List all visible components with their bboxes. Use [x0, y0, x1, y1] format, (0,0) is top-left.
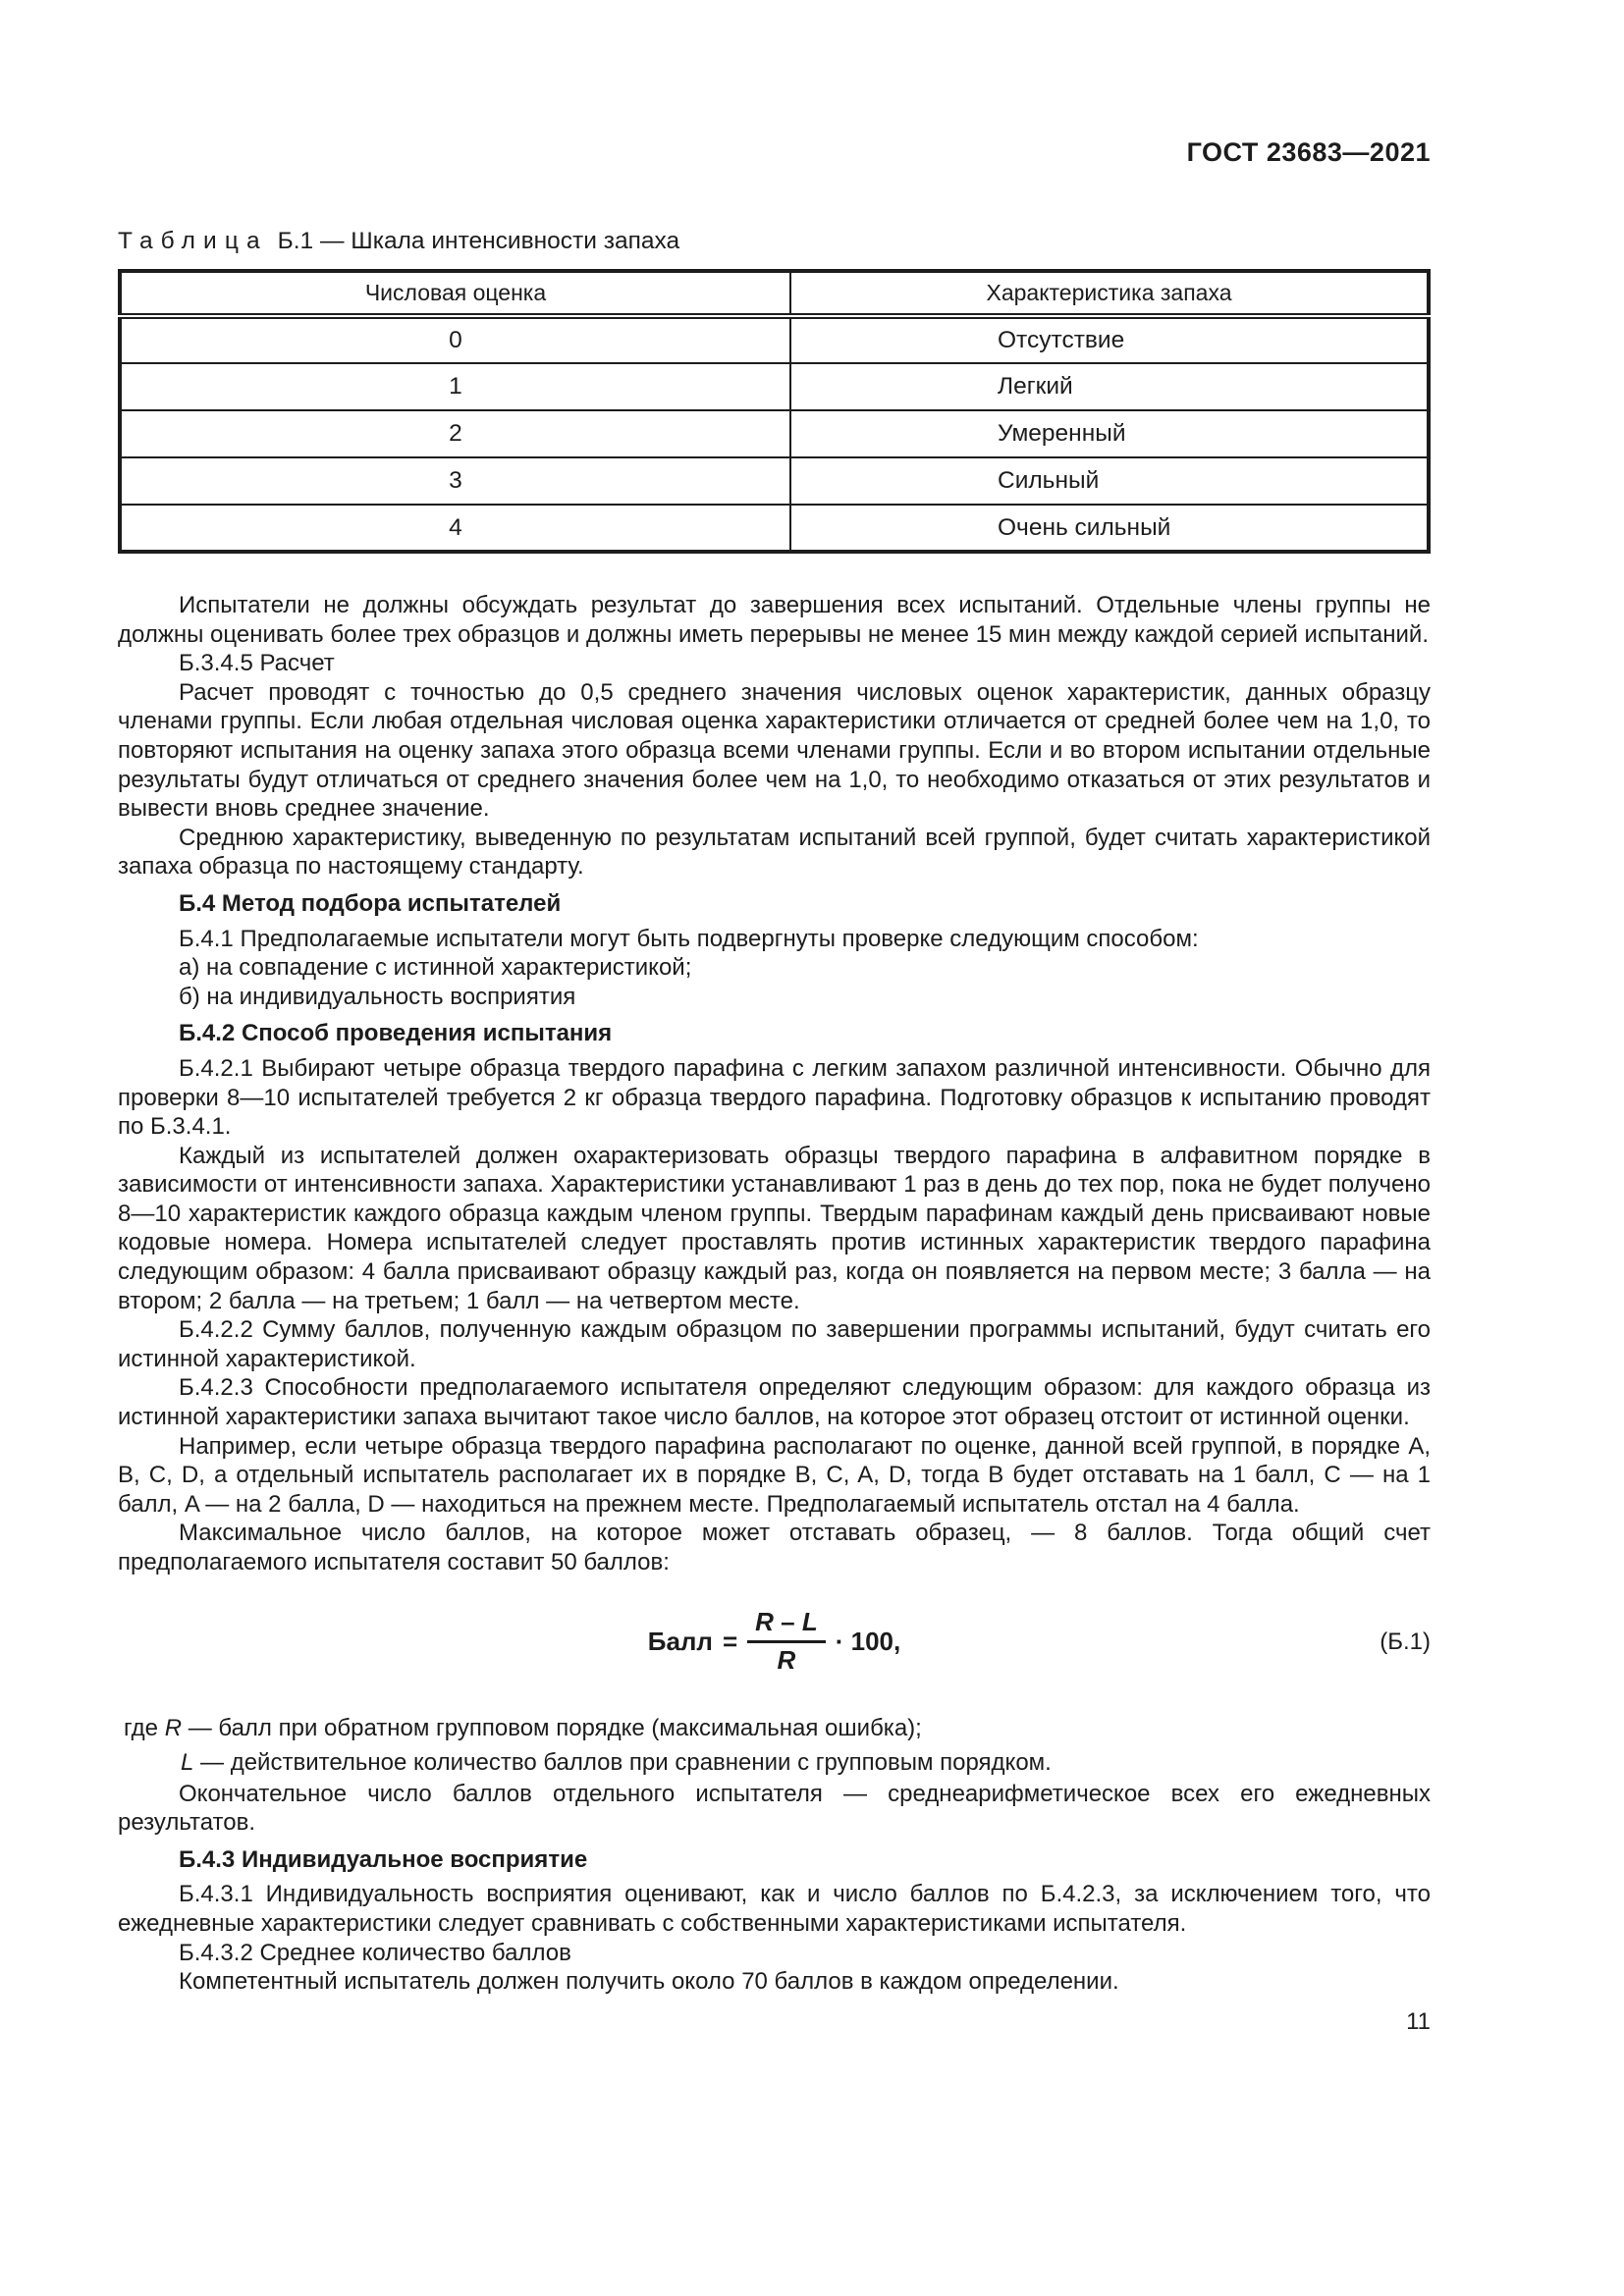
- paragraph: Б.4.2.2 Сумму баллов, полученную каждым образцом по завершении программы испытаний, будут считать его истинной характеристикой.: [118, 1316, 1431, 1372]
- formula-b1: [118, 1597, 1431, 1687]
- page-content: [118, 0, 1431, 2036]
- paragraph: Б.4.3.1 Индивидуальность восприятия оценивают, как и число баллов по Б.4.2.3, за исключением того, что ежедневные характеристики следует сравнивать с собственными характеристиками испытателя.: [118, 1881, 1431, 1937]
- table-row: [120, 316, 1429, 363]
- paragraph: Испытатели не должны обсуждать результат до завершения всех испытаний. Отдельные члены группы не должны оценивать более трех образцов и должны иметь перерывы не менее 15 мин между каждой серией испытаний.: [118, 592, 1431, 648]
- where-lead: где: [124, 1714, 159, 1741]
- page-number: 11: [1406, 2007, 1431, 2035]
- formula-lhs: Балл: [647, 1626, 713, 1656]
- characteristic-cell: Отсутствие: [790, 316, 1429, 363]
- formula-multiplier: · 100,: [835, 1626, 901, 1656]
- formula-fraction: [747, 1608, 826, 1676]
- var-r: R: [164, 1714, 183, 1741]
- table-row: [120, 505, 1429, 552]
- score-cell: 1: [120, 363, 790, 410]
- odor-intensity-table: [118, 269, 1431, 554]
- table-row: [120, 457, 1429, 505]
- paragraph: а) на совпадение с истинной характеристикой;: [179, 954, 692, 982]
- table-caption: [118, 227, 1431, 256]
- where-line-r: [118, 1711, 1431, 1745]
- paragraph: Среднюю характеристику, выведенную по результатам испытаний всей группой, будет считать характеристикой запаха образца по настоящему стандарту.: [118, 824, 1431, 881]
- var-l: L: [801, 1607, 818, 1637]
- paragraph: Максимальное число баллов, на которое может отставать образец, — 8 баллов. Тогда общий счет предполагаемого испытателя составит 50 баллов:: [118, 1520, 1431, 1575]
- where-r-text: — балл при обратном групповом порядке (максимальная ошибка);: [182, 1714, 922, 1741]
- formula-number: (Б.1): [1380, 1628, 1431, 1655]
- paragraph: Б.4.2.1 Выбирают четыре образца твердого парафина с легким запахом различной интенсивности. Обычно для проверки 8—10 испытателей требуется 2 кг образца твердого парафина. Подготовку образцов к испытанию проводят по Б.3.4.1.: [118, 1054, 1431, 1141]
- formula-denominator: [778, 1643, 796, 1676]
- paragraph: Например, если четыре образца твердого парафина располагают по оценке, данной всей группой, в порядке A, B, C, D, а отдельный испытатель располагает их в порядке B, C, A, D, тогда B будет отставать на 1 балл, C — на 1 балл, A — на 2 балла, D — находиться на прежнем месте. Предполагаемый испытатель отстал на 4 балла.: [118, 1432, 1431, 1518]
- table-row: [120, 410, 1429, 457]
- where-l-text: — действительное количество баллов при сравнении с групповым порядком.: [193, 1748, 1052, 1776]
- paragraph: Б.4.1 Предполагаемые испытатели могут быть подвергнуты проверке следующим способом:: [179, 925, 1199, 952]
- table-caption-title: Б.1 — Шкала интенсивности запаха: [277, 228, 680, 254]
- score-cell: 2: [120, 410, 790, 457]
- var-r: R: [777, 1645, 796, 1676]
- paragraph: б) на индивидуальность восприятия: [179, 983, 576, 1010]
- var-r: R: [755, 1607, 774, 1637]
- characteristic-cell: Умеренный: [790, 410, 1429, 457]
- score-cell: 3: [120, 457, 790, 505]
- paragraph: Расчет проводят с точностью до 0,5 среднего значения числовых оценок характеристик, данных образцу членами группы. Если любая отдельная числовая оценка характеристики отличается от средней более чем на 1,0, то повторяют испытания на оценку запаха этого образца всеми членами группы. Если и во втором испытании отдельные результаты будут отличаться от среднего значения более чем на 1,0, то необходимо отказаться от этих результатов и вывести вновь среднее значение.: [118, 678, 1431, 823]
- body-text: [118, 591, 1431, 1997]
- where-line-l: [118, 1745, 1431, 1780]
- paragraph: Б.3.4.5 Расчет: [179, 650, 335, 677]
- where-block: [118, 1711, 1431, 1780]
- score-cell: 4: [120, 505, 790, 552]
- section-heading-b42: Б.4.2 Способ проведения испытания: [179, 1020, 613, 1047]
- score-cell: 0: [120, 316, 790, 363]
- section-heading-b4: Б.4 Метод подбора испытателей: [179, 889, 562, 917]
- characteristic-cell: Очень сильный: [790, 505, 1429, 552]
- characteristic-cell: Легкий: [790, 363, 1429, 410]
- paragraph: Каждый из испытателей должен охарактеризовать образцы твердого парафина в алфавитном порядке в зависимости от интенсивности запаха. Характеристики устанавливают 1 раз в день до тех пор, пока не будет получено 8—10 характеристик каждого образца каждым членом группы. Твердым парафинам каждый день присваивают новые кодовые номера. Номера испытателей следует проставлять против истинных характеристик твердого парафина следующим образом: 4 балла присваивают образцу каждый раз, когда он появляется на первом месте; 3 балла — на втором; 2 балла — на третьем; 1 балл — на четвертом месте.: [118, 1142, 1431, 1314]
- column-header-characteristic: Характеристика запаха: [790, 271, 1429, 316]
- paragraph: Окончательное число баллов отдельного испытателя — среднеарифметическое всех его ежедневных результатов.: [118, 1780, 1431, 1837]
- table-caption-label: Таблица: [118, 228, 268, 254]
- var-l: L: [181, 1748, 194, 1776]
- characteristic-cell: Сильный: [790, 457, 1429, 505]
- formula-equals: =: [722, 1626, 738, 1656]
- minus-sign: –: [773, 1607, 802, 1637]
- formula-numerator: [747, 1608, 826, 1643]
- formula-expression: [648, 1608, 900, 1676]
- section-heading-b43: Б.4.3 Индивидуальное восприятие: [179, 1845, 588, 1873]
- column-header-score: Числовая оценка: [120, 271, 790, 316]
- table-row: [120, 363, 1429, 410]
- paragraph: Б.4.2.3 Способности предполагаемого испытателя определяют следующим образом: для каждого образца из истинной характеристики запаха вычитают такое число баллов, на которое этот образец отстоит от истинной оценки.: [118, 1374, 1431, 1431]
- standard-reference: ГОСТ 23683—2021: [1186, 137, 1431, 167]
- paragraph: Б.4.3.2 Среднее количество баллов: [179, 1939, 571, 1966]
- table-header-row: [120, 271, 1429, 316]
- paragraph: Компетентный испытатель должен получить около 70 баллов в каждом определении.: [179, 1968, 1119, 1996]
